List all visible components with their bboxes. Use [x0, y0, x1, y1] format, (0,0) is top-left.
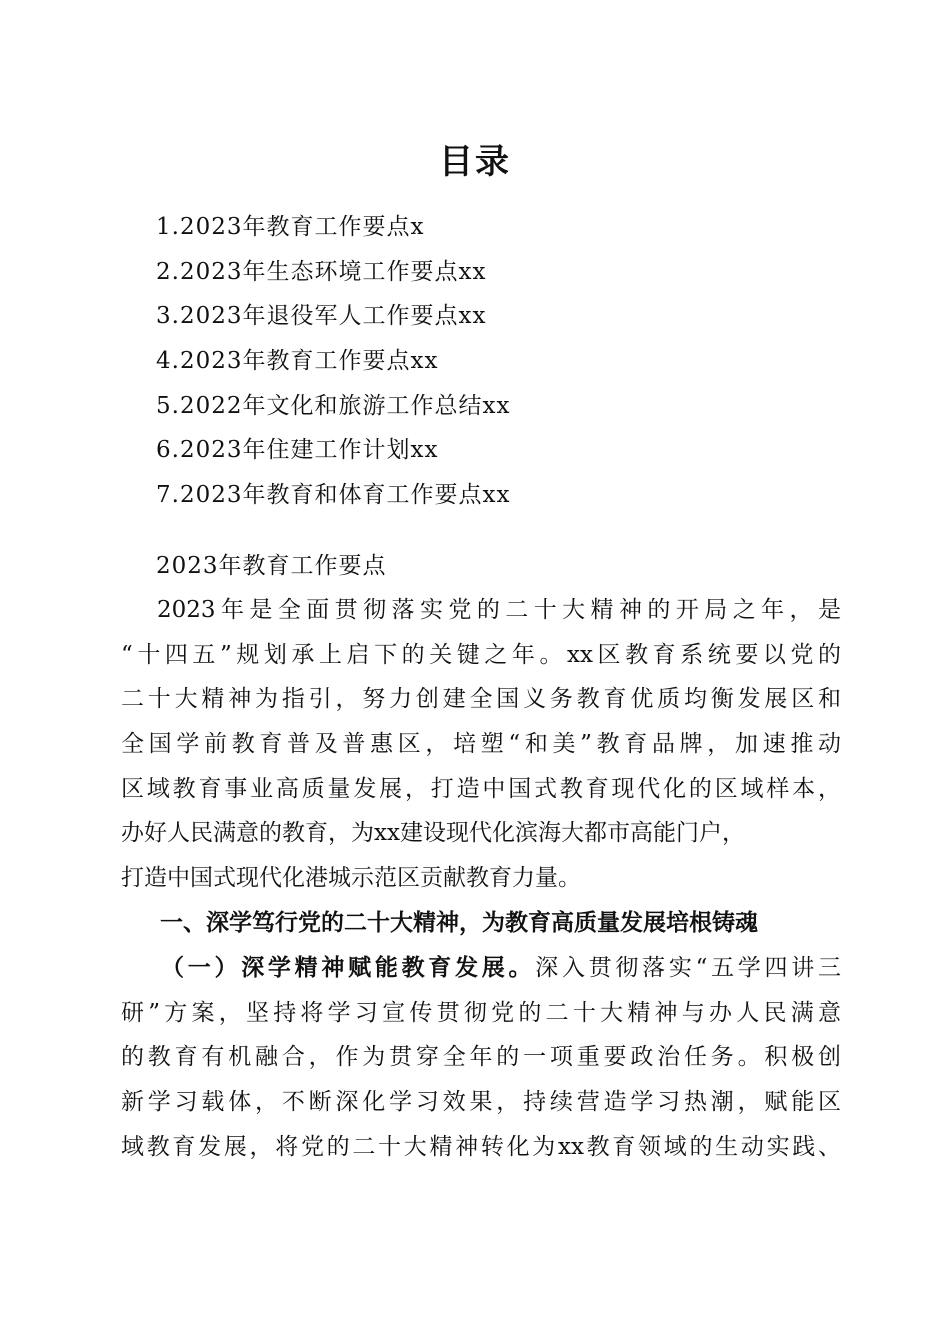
- toc-item[interactable]: 4.2023年教育工作要点xx: [156, 348, 439, 375]
- paragraph-line: 2023年是全面贯彻落实党的二十大精神的开局之年，是: [157, 597, 841, 623]
- section-heading: 一、深学笃行党的二十大精神，为教育高质量发展培根铸魂: [160, 910, 758, 936]
- paragraph-line: 区域教育事业高质量发展，打造中国式教育现代化的区域样本，: [121, 775, 841, 802]
- paragraph-line: 二十大精神为指引，努力创建全国义务教育优质均衡发展区和: [121, 686, 841, 713]
- page-title: 目录: [439, 142, 511, 182]
- toc-item[interactable]: 6.2023年住建工作计划xx: [156, 437, 439, 464]
- toc-item[interactable]: 1.2023年教育工作要点x: [156, 214, 425, 240]
- paragraph-text: 深入贯彻落实“五学四讲三: [535, 955, 842, 981]
- document-heading: 2023年教育工作要点: [156, 553, 387, 579]
- paragraph-first-line: [121, 946, 841, 991]
- table-of-contents: [156, 205, 510, 518]
- toc-item[interactable]: 2.2023年生态环境工作要点xx: [156, 258, 487, 285]
- intro-paragraph: [121, 588, 841, 901]
- subsection-paragraph: [121, 946, 841, 1169]
- paragraph-line: 域教育发展，将党的二十大精神转化为xx教育领域的生动实践、: [121, 1133, 841, 1160]
- subsection-lead: （一）深学精神赋能教育发展。: [161, 955, 536, 981]
- paragraph-line: 全国学前教育普及普惠区，培塑“和美”教育品牌，加速推动: [121, 731, 841, 758]
- toc-item[interactable]: 5.2022年文化和旅游工作总结xx: [156, 392, 511, 419]
- toc-item[interactable]: 3.2023年退役军人工作要点xx: [156, 303, 487, 330]
- paragraph-line: 打造中国式现代化港城示范区贡献教育力量。: [121, 865, 581, 892]
- paragraph-line: 办好人民满意的教育，为xx建设现代化滨海大都市高能门户，: [121, 820, 745, 847]
- paragraph-line: “十四五”规划承上启下的关键之年。xx区教育系统要以党的: [121, 641, 841, 668]
- paragraph-line: 新学习载体，不断深化学习效果，持续营造学习热潮，赋能区: [121, 1089, 841, 1116]
- paragraph-line: 的教育有机融合，作为贯穿全年的一项重要政治任务。积极创: [121, 1044, 841, 1071]
- paragraph-line: 研”方案，坚持将学习宣传贯彻党的二十大精神与办人民满意: [121, 999, 841, 1026]
- toc-item[interactable]: 7.2023年教育和体育工作要点xx: [156, 482, 511, 509]
